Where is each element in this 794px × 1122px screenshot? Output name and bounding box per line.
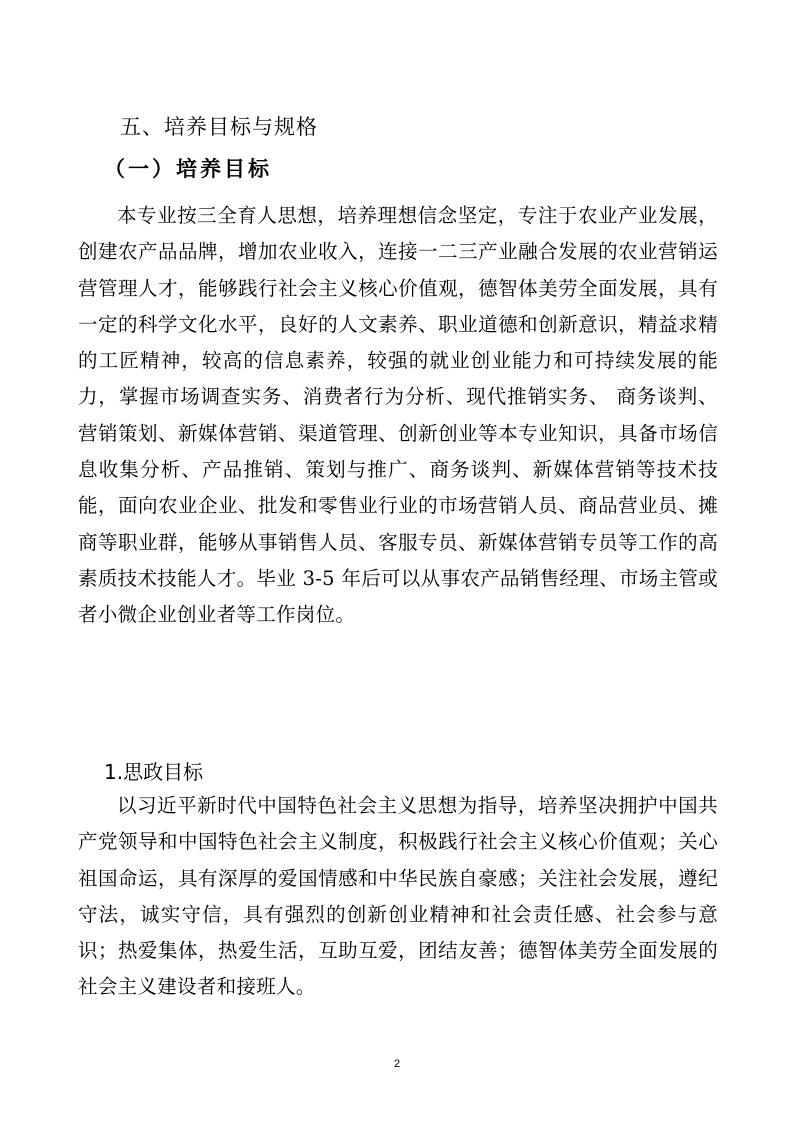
- page-number: 2: [393, 1058, 401, 1070]
- section-heading: 五、培养目标与规格: [120, 115, 318, 139]
- item-heading: 1.思政目标: [104, 760, 204, 784]
- intro-paragraph: 本专业按三全育人思想，培养理想信念坚定，专注于农业产业发展，创建农产品品牌，增加农业收入，连接一二三产业融合发展的农业营销运营管理人才，能够践行社会主义核心价值观，德智体美劳全面发展，具有一定的科学文化水平，良好的人文素养、职业道德和创新意识，精益求精的工匠精神，较高的信息素养，较强的就业创业能力和可持续发展的能力，掌握市场调查实务、消费者行为分析、现代推销实务、 商务谈判、营销策划、新媒体营销、渠道管理、创新创业等本专业知识，具备市场信息收集分析、产品推销、策划与推广、商务谈判、新媒体营销等技术技能，面向农业企业、批发和零售业行业的市场营销人员、商品营业员、摊商等职业群，能够从事销售人员、客服专员、新媒体营销专员等工作的高素质技术技能人才。毕业 3-5 年后可以从事农产品销售经理、市场主管或者小微企业创业者等工作岗位。: [78, 204, 718, 627]
- subsection-heading: （一）培养目标: [104, 156, 272, 181]
- item-paragraph: 以习近平新时代中国特色社会主义思想为指导，培养坚决拥护中国共产党领导和中国特色社会主义制度，积极践行社会主义核心价值观；关心祖国命运，具有深厚的爱国情感和中华民族自豪感；关注社会发展，遵纪守法，诚实守信，具有强烈的创新创业精神和社会责任感、社会参与意识；热爱集体，热爱生活，互助互爱，团结友善；德智体美劳全面发展的社会主义建设者和接班人。: [78, 794, 718, 999]
